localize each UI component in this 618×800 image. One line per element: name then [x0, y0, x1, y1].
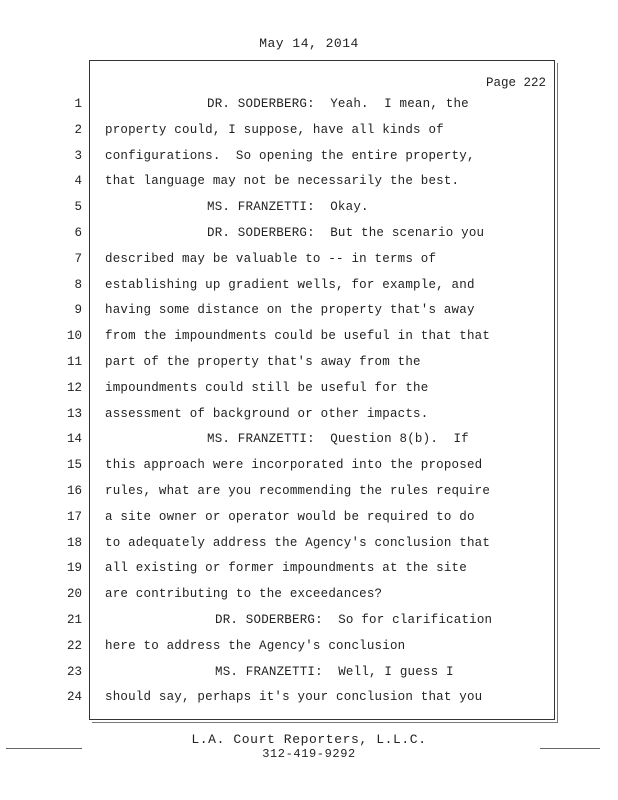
line-number: 18 [66, 535, 82, 550]
transcript-line: should say, perhaps it's your conclusion that you [105, 690, 483, 705]
transcript-line: DR. SODERBERG: Yeah. I mean, the [207, 97, 469, 111]
transcript-line: described may be valuable to -- in terms of [105, 251, 437, 266]
line-number: 5 [74, 200, 82, 215]
line-number: 4 [74, 174, 82, 189]
line-number: 24 [66, 690, 82, 705]
transcript-line: DR. SODERBERG: But the scenario you [207, 226, 485, 240]
line-number: 10 [66, 329, 82, 344]
transcript-line: all existing or former impoundments at the site [105, 561, 467, 576]
line-number: 21 [66, 613, 82, 627]
transcript-line: rules, what are you recommending the rules require [105, 484, 491, 498]
page-number: Page 222 [485, 76, 546, 90]
reporter-company: L.A. Court Reporters, L.L.C. [191, 732, 427, 747]
transcript-line: configurations. So opening the entire property, [105, 148, 475, 163]
line-number: 7 [74, 251, 82, 266]
line-number: 8 [74, 277, 82, 292]
transcript-line: to adequately address the Agency's conclusion that [105, 535, 491, 550]
transcript-line: establishing up gradient wells, for example, and [105, 277, 475, 292]
line-number: 23 [66, 664, 82, 679]
line-number: 16 [66, 484, 82, 498]
transcript-line: impoundments could still be useful for the [105, 380, 429, 395]
line-number: 9 [74, 303, 82, 318]
transcript-line: that language may not be necessarily the best. [105, 174, 460, 189]
line-number: 2 [74, 122, 82, 137]
transcript-line: MS. FRANZETTI: Well, I guess I [215, 664, 454, 679]
line-number: 15 [66, 458, 82, 473]
transcript-line: MS. FRANZETTI: Question 8(b). If [207, 432, 469, 447]
transcript-line: from the impoundments could be useful in that that [105, 329, 491, 344]
line-number: 14 [66, 432, 82, 447]
transcript-line: DR. SODERBERG: So for clarification [215, 613, 493, 627]
transcript-line: property could, I suppose, have all kinds of [105, 122, 444, 137]
reporter-phone: 312-419-9292 [262, 747, 356, 761]
transcript-line: a site owner or operator would be required to do [105, 509, 475, 524]
line-number: 13 [66, 406, 82, 421]
transcript-line: are contributing to the exceedances? [105, 587, 383, 602]
transcript-line: part of the property that's away from the [105, 355, 421, 369]
line-number: 20 [66, 587, 82, 602]
line-number: 22 [66, 638, 82, 653]
line-number: 6 [74, 226, 82, 240]
transcript-line: here to address the Agency's conclusion [105, 638, 406, 653]
line-number: 12 [66, 380, 82, 395]
line-number: 17 [66, 509, 82, 524]
transcript-line: MS. FRANZETTI: Okay. [207, 200, 369, 215]
line-number: 1 [74, 97, 82, 111]
transcript-line: having some distance on the property that's away [105, 303, 475, 318]
transcript-line: assessment of background or other impacts. [105, 406, 429, 421]
transcript-line: this approach were incorporated into the proposed [105, 458, 483, 473]
line-number: 11 [66, 355, 82, 369]
line-number: 3 [74, 148, 82, 163]
transcript-date: May 14, 2014 [259, 36, 359, 51]
line-number: 19 [66, 561, 82, 576]
